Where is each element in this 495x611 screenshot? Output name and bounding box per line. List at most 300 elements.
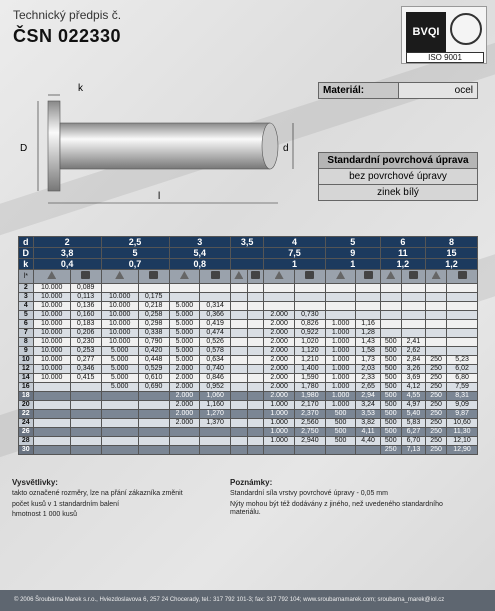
pieces-cell: 2.000: [169, 419, 200, 428]
pieces-cell: 10.000: [33, 320, 70, 329]
pieces-cell: [33, 428, 70, 437]
material-label: Materiál:: [319, 83, 399, 99]
pieces-cell: 2.000: [264, 338, 295, 347]
pieces-cell: [101, 410, 138, 419]
weight-cell: [200, 428, 231, 437]
material-value: ocel: [399, 83, 478, 99]
weight-cell: 5,23: [447, 356, 478, 365]
weight-cell: [447, 302, 478, 311]
header-value: 5,4: [169, 248, 231, 259]
pieces-cell: 5.000: [169, 320, 200, 329]
header-value: [231, 248, 264, 259]
pieces-cell: [101, 437, 138, 446]
pieces-cell: 500: [380, 374, 401, 383]
weight-cell: 0,218: [138, 302, 169, 311]
weight-cell: 1,400: [294, 365, 325, 374]
weight-cell: 12,90: [447, 446, 478, 455]
weight-cell: 3,82: [356, 419, 380, 428]
weight-cell: 8,31: [447, 392, 478, 401]
pieces-cell: 10.000: [33, 347, 70, 356]
pieces-cell: [325, 293, 356, 302]
weight-cell: [138, 428, 169, 437]
weight-cell: 0,277: [70, 356, 101, 365]
length-cell: 26: [19, 428, 34, 437]
table-row: [19, 347, 478, 356]
length-cell: 12: [19, 365, 34, 374]
weight-cell: 5,40: [401, 410, 425, 419]
header-value: 7,5: [264, 248, 326, 259]
weight-cell: 1,160: [200, 401, 231, 410]
length-cell: 10: [19, 356, 34, 365]
weight-icon: [70, 270, 101, 284]
remarks-item: Standardní síla vrstvy povrchové úpravy - 0,05 mm: [230, 490, 388, 497]
pieces-cell: [380, 293, 401, 302]
weight-cell: [70, 419, 101, 428]
weight-cell: [447, 338, 478, 347]
footer: © 2006 Šroubárna Marek s.r.o., Hviezdoslavova 6, 257 24 Chocerady, tel.: 317 792 101-3; fax: 317 792 104; www.sroubarnamarek.com; sroubarna_marek@iol.cz: [0, 590, 495, 611]
length-cell: 20: [19, 401, 34, 410]
pieces-cell: [426, 320, 447, 329]
weight-cell: 4,40: [356, 437, 380, 446]
package-count-icon: [426, 270, 447, 284]
weight-cell: 12,10: [447, 437, 478, 446]
weight-cell: 9,09: [447, 401, 478, 410]
weight-cell: 9,87: [447, 410, 478, 419]
weight-cell: [356, 446, 380, 455]
pieces-cell: 5.000: [101, 347, 138, 356]
weight-cell: 0,206: [70, 329, 101, 338]
table-row: [19, 437, 478, 446]
weight-cell: [401, 293, 425, 302]
pieces-cell: 10.000: [33, 329, 70, 338]
weight-cell: [247, 410, 264, 419]
weight-cell: [247, 365, 264, 374]
header-value: 3: [169, 237, 231, 248]
legend-item: takto označené rozměry, lze na přání zákazníka změnit: [12, 490, 183, 497]
pieces-cell: 2.000: [169, 374, 200, 383]
weight-icon: [247, 270, 264, 284]
pieces-cell: 1.000: [264, 410, 295, 419]
weight-cell: 0,258: [138, 311, 169, 320]
dim-d-label: d: [283, 143, 289, 154]
weight-cell: 0,113: [70, 293, 101, 302]
table-row: [19, 428, 478, 437]
pieces-cell: 500: [325, 437, 356, 446]
pieces-cell: 2.000: [264, 329, 295, 338]
pieces-cell: 250: [426, 356, 447, 365]
bvqi-logo-icon: BVQI: [406, 12, 446, 52]
weight-cell: 0,230: [70, 338, 101, 347]
weight-cell: 2,84: [401, 356, 425, 365]
pieces-cell: 2.000: [169, 392, 200, 401]
weight-cell: 2,750: [294, 428, 325, 437]
surface-finish-table: [318, 152, 478, 201]
pieces-cell: [231, 329, 248, 338]
pieces-cell: 10.000: [33, 302, 70, 311]
table-header-row: [19, 259, 478, 270]
header-value: 1,2: [426, 259, 478, 270]
weight-cell: 0,790: [138, 338, 169, 347]
package-count-icon: [33, 270, 70, 284]
pieces-cell: [380, 320, 401, 329]
pieces-cell: [426, 302, 447, 311]
pieces-cell: [101, 284, 138, 293]
pieces-cell: 1.000: [325, 365, 356, 374]
weight-cell: [356, 311, 380, 320]
pieces-cell: [231, 437, 248, 446]
weight-cell: 0,183: [70, 320, 101, 329]
length-cell: 6: [19, 320, 34, 329]
weight-cell: 4,97: [401, 401, 425, 410]
weight-cell: 0,253: [70, 347, 101, 356]
weight-cell: [138, 401, 169, 410]
header-value: 3,8: [33, 248, 101, 259]
pieces-cell: [426, 293, 447, 302]
weight-cell: 0,415: [70, 374, 101, 383]
weight-cell: [294, 293, 325, 302]
weight-icon: [200, 270, 231, 284]
table-row: [19, 446, 478, 455]
header-value: 0,8: [169, 259, 231, 270]
table-row: [19, 365, 478, 374]
pieces-cell: 2.000: [264, 365, 295, 374]
weight-cell: 0,298: [138, 320, 169, 329]
weight-cell: 0,089: [70, 284, 101, 293]
surface-option: zinek bílý: [319, 185, 478, 201]
pieces-cell: 250: [426, 392, 447, 401]
weight-cell: [247, 320, 264, 329]
pieces-cell: 5.000: [101, 374, 138, 383]
weight-cell: 2,940: [294, 437, 325, 446]
pieces-cell: 500: [380, 419, 401, 428]
length-cell: 4: [19, 302, 34, 311]
pieces-cell: [33, 410, 70, 419]
pieces-cell: 1.000: [264, 428, 295, 437]
page-subtitle: Technický předpis č.: [13, 8, 122, 22]
pieces-cell: [426, 347, 447, 356]
table-row: [19, 383, 478, 392]
length-cell: 9: [19, 347, 34, 356]
pieces-cell: [231, 392, 248, 401]
surface-heading: Standardní povrchová úprava: [319, 153, 478, 169]
seal-icon: [450, 13, 482, 45]
pieces-cell: [101, 401, 138, 410]
row-label: k: [19, 259, 34, 270]
pieces-cell: [426, 329, 447, 338]
weight-cell: [138, 419, 169, 428]
pieces-cell: [101, 446, 138, 455]
weight-cell: 0,420: [138, 347, 169, 356]
weight-cell: [356, 302, 380, 311]
weight-cell: [247, 374, 264, 383]
weight-cell: 10,60: [447, 419, 478, 428]
pieces-cell: [169, 293, 200, 302]
weight-cell: 0,952: [200, 383, 231, 392]
weight-cell: [401, 302, 425, 311]
weight-cell: 1,58: [356, 347, 380, 356]
weight-cell: [247, 329, 264, 338]
weight-cell: [138, 410, 169, 419]
pieces-cell: [380, 284, 401, 293]
weight-cell: 2,94: [356, 392, 380, 401]
weight-cell: [247, 284, 264, 293]
pieces-cell: [426, 311, 447, 320]
pieces-cell: 500: [380, 338, 401, 347]
weight-cell: 0,578: [200, 347, 231, 356]
pieces-cell: 1.000: [325, 338, 356, 347]
weight-icon: [138, 270, 169, 284]
weight-cell: [200, 437, 231, 446]
weight-cell: 2,370: [294, 410, 325, 419]
weight-cell: [447, 284, 478, 293]
weight-cell: 5,83: [401, 419, 425, 428]
pieces-cell: 5.000: [101, 383, 138, 392]
weight-cell: 0,922: [294, 329, 325, 338]
weight-cell: 0,740: [200, 365, 231, 374]
certification-logo: [401, 6, 487, 64]
pieces-cell: [231, 383, 248, 392]
weight-cell: 11,30: [447, 428, 478, 437]
legend-item: počet kusů v 1 standardním balení: [12, 500, 120, 508]
pieces-cell: [380, 302, 401, 311]
pieces-cell: [325, 284, 356, 293]
pieces-cell: 2.000: [264, 347, 295, 356]
pieces-cell: [325, 311, 356, 320]
weight-cell: 0,346: [70, 365, 101, 374]
weight-cell: 1,370: [200, 419, 231, 428]
weight-cell: [200, 446, 231, 455]
weight-cell: 1,120: [294, 347, 325, 356]
weight-cell: [138, 392, 169, 401]
pieces-cell: [169, 437, 200, 446]
pieces-cell: 5.000: [169, 338, 200, 347]
weight-cell: [138, 446, 169, 455]
weight-cell: 1,020: [294, 338, 325, 347]
pieces-cell: 250: [426, 365, 447, 374]
weight-cell: [247, 392, 264, 401]
header-value: 2,5: [101, 237, 169, 248]
weight-cell: 6,02: [447, 365, 478, 374]
package-count-icon: [325, 270, 356, 284]
pieces-cell: 250: [426, 419, 447, 428]
pieces-cell: 250: [380, 446, 401, 455]
weight-cell: 0,419: [200, 320, 231, 329]
pieces-cell: [231, 320, 248, 329]
dim-k-label: k: [78, 83, 83, 94]
pieces-cell: 2.000: [264, 356, 295, 365]
weight-cell: [247, 401, 264, 410]
pieces-cell: 10.000: [101, 320, 138, 329]
length-cell: 30: [19, 446, 34, 455]
pieces-cell: 10.000: [101, 329, 138, 338]
weight-cell: 6,27: [401, 428, 425, 437]
package-count-icon: [231, 270, 248, 284]
weight-cell: [70, 401, 101, 410]
pieces-cell: [33, 383, 70, 392]
pieces-cell: 2.000: [169, 365, 200, 374]
weight-cell: 0,846: [200, 374, 231, 383]
table-row: [19, 401, 478, 410]
weight-cell: 4,12: [401, 383, 425, 392]
pieces-cell: [380, 329, 401, 338]
legend-heading: Vysvětlivky:: [12, 478, 58, 487]
length-cell: 16: [19, 383, 34, 392]
pieces-cell: [231, 365, 248, 374]
pieces-cell: 500: [380, 356, 401, 365]
pieces-cell: [231, 374, 248, 383]
pieces-cell: 2.000: [264, 392, 295, 401]
weight-cell: [356, 293, 380, 302]
weight-cell: 0,160: [70, 311, 101, 320]
weight-icon: [294, 270, 325, 284]
pieces-cell: 10.000: [33, 338, 70, 347]
pieces-cell: [231, 293, 248, 302]
pieces-cell: 10.000: [33, 356, 70, 365]
length-cell: 24: [19, 419, 34, 428]
weight-cell: 2,560: [294, 419, 325, 428]
pieces-cell: 1.000: [325, 392, 356, 401]
weight-cell: 7,13: [401, 446, 425, 455]
weight-cell: 0,338: [138, 329, 169, 338]
weight-cell: 1,210: [294, 356, 325, 365]
pieces-cell: 1.000: [325, 374, 356, 383]
row-label: d: [19, 237, 34, 248]
pieces-cell: [33, 446, 70, 455]
pieces-cell: [231, 401, 248, 410]
dimension-table: [18, 236, 478, 455]
weight-cell: 0,529: [138, 365, 169, 374]
pieces-cell: 250: [426, 401, 447, 410]
pieces-cell: 250: [426, 446, 447, 455]
weight-cell: 0,730: [294, 311, 325, 320]
weight-cell: [247, 311, 264, 320]
weight-cell: [401, 284, 425, 293]
weight-cell: [247, 293, 264, 302]
pieces-cell: 500: [380, 392, 401, 401]
pieces-cell: [264, 293, 295, 302]
weight-cell: 4,11: [356, 428, 380, 437]
pieces-cell: 500: [380, 401, 401, 410]
pieces-cell: 250: [426, 410, 447, 419]
weight-cell: 2,170: [294, 401, 325, 410]
weight-cell: [356, 284, 380, 293]
pieces-cell: 2.000: [169, 410, 200, 419]
pieces-cell: [231, 446, 248, 455]
weight-cell: 1,16: [356, 320, 380, 329]
header-value: 5: [101, 248, 169, 259]
remarks-heading: Poznámky:: [230, 478, 273, 487]
table-row: [19, 392, 478, 401]
header-value: 8: [426, 237, 478, 248]
pieces-cell: 2.000: [169, 401, 200, 410]
header-value: 6: [380, 237, 425, 248]
weight-cell: [247, 338, 264, 347]
pieces-cell: 5.000: [169, 356, 200, 365]
pieces-cell: [325, 446, 356, 455]
pieces-cell: [231, 356, 248, 365]
header-value: 1: [264, 259, 326, 270]
pieces-cell: 10.000: [33, 293, 70, 302]
pieces-cell: [264, 446, 295, 455]
length-cell: 3: [19, 293, 34, 302]
weight-cell: [70, 446, 101, 455]
table-row: [19, 356, 478, 365]
icon-row: [19, 270, 478, 284]
pieces-cell: [325, 302, 356, 311]
pieces-cell: [33, 392, 70, 401]
header-value: 1,2: [380, 259, 425, 270]
pieces-cell: 5.000: [169, 311, 200, 320]
pieces-cell: [231, 284, 248, 293]
weight-cell: [294, 446, 325, 455]
rivet-drawing: [8, 75, 308, 215]
weight-cell: [70, 437, 101, 446]
pieces-cell: 2.000: [264, 320, 295, 329]
weight-cell: 3,26: [401, 365, 425, 374]
weight-cell: [401, 329, 425, 338]
table-row: [19, 302, 478, 311]
pieces-cell: [169, 428, 200, 437]
pieces-cell: 1.000: [325, 329, 356, 338]
legend-block: [12, 478, 232, 522]
pieces-cell: 2.000: [264, 311, 295, 320]
pieces-cell: [231, 347, 248, 356]
dim-l-label: l: [158, 191, 161, 202]
weight-cell: [247, 356, 264, 365]
table-row: [19, 374, 478, 383]
pieces-cell: [169, 446, 200, 455]
pieces-cell: [231, 428, 248, 437]
weight-cell: [447, 293, 478, 302]
weight-cell: [294, 284, 325, 293]
pieces-cell: 2.000: [264, 374, 295, 383]
row-label: D: [19, 248, 34, 259]
pieces-cell: 2.000: [169, 383, 200, 392]
length-cell: 5: [19, 311, 34, 320]
length-cell: 28: [19, 437, 34, 446]
header-value: 2: [33, 237, 101, 248]
pieces-cell: 1.000: [325, 320, 356, 329]
pieces-cell: 5.000: [101, 356, 138, 365]
weight-cell: [447, 320, 478, 329]
weight-cell: 0,314: [200, 302, 231, 311]
header-value: [231, 259, 264, 270]
legend-item: hmotnost 1 000 kusů: [12, 511, 77, 518]
pieces-cell: 5.000: [169, 329, 200, 338]
weight-cell: 0,690: [138, 383, 169, 392]
pieces-cell: 500: [380, 347, 401, 356]
weight-cell: [138, 284, 169, 293]
pieces-cell: 10.000: [101, 311, 138, 320]
pieces-cell: [380, 311, 401, 320]
pieces-cell: 500: [325, 410, 356, 419]
pieces-cell: [231, 302, 248, 311]
weight-cell: 0,526: [200, 338, 231, 347]
pieces-cell: 10.000: [33, 284, 70, 293]
pieces-cell: 500: [380, 428, 401, 437]
pieces-cell: 250: [426, 374, 447, 383]
weight-cell: 2,62: [401, 347, 425, 356]
weight-cell: [401, 311, 425, 320]
weight-cell: [247, 428, 264, 437]
weight-cell: 1,270: [200, 410, 231, 419]
header-value: 15: [426, 248, 478, 259]
weight-cell: 3,53: [356, 410, 380, 419]
iso-label: ISO 9001: [406, 52, 484, 63]
pieces-cell: 1.000: [325, 401, 356, 410]
header-value: 3,5: [231, 237, 264, 248]
weight-cell: 0,610: [138, 374, 169, 383]
